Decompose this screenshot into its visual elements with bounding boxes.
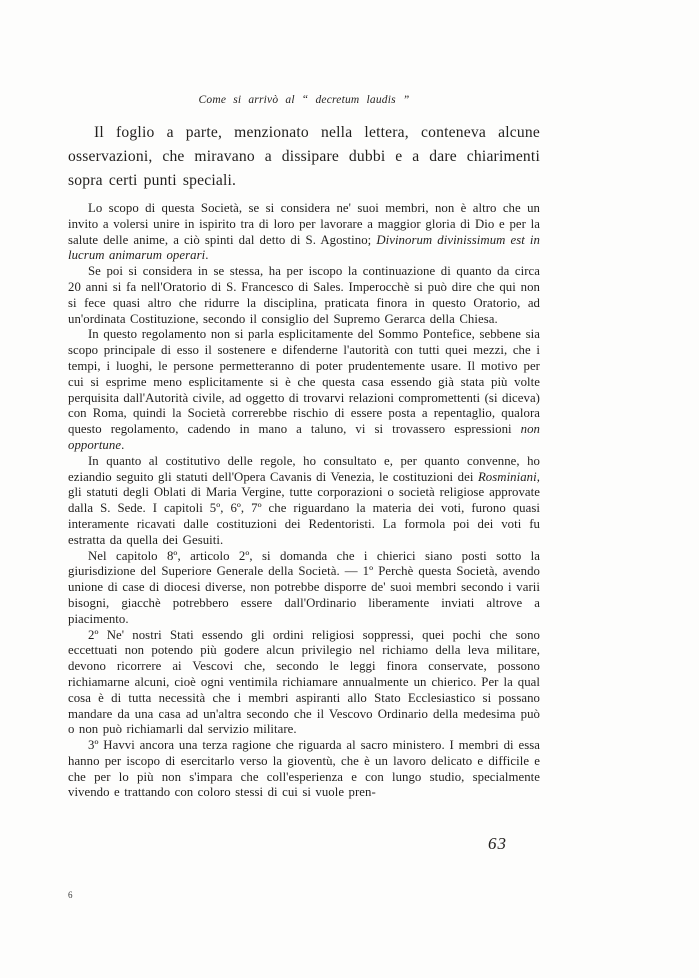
body-paragraph-regolamento <box>68 327 540 453</box>
intro-paragraph: Il foglio a parte, menzionato nella lettera, conteneva alcune osservazioni, che miravano a dissipare dubbi e a dare chiarimenti sopra certi punti speciali. <box>68 124 540 189</box>
body-paragraph-costitutivo <box>68 454 540 549</box>
text-segment: In questo regolamento non si parla esplicitamente del Sommo Pontefice, sebbene sia scopo principale di esso il sostenere e difenderne l'autorità con tutti quei mezzi, che i tempi, i luoghi, le persone permetteranno di poter prudentemente usare. Il motivo per cui si esprime meno esplicitamente si è che questa casa essendo già stata più volte perquisita dall'Autorità civile, ad oggetto di trovarvi relazioni compromettenti (si diceva) con Roma, quindi la Società correrebbe rischio di essere posta a repentaglio, qualora questo regolamento, cadendo in mano a taluno, vi si trovassero espressioni <box>68 327 540 437</box>
text-segment: In quanto al costitutivo delle regole, ho consultato e, per quanto convenne, ho eziandio seguito gli statuti dell'Opera Cavanis di Venezia, le costituzioni dei <box>68 453 540 484</box>
body-paragraph-scope <box>68 201 540 264</box>
body-paragraph-continuation <box>68 264 540 327</box>
text-segment: . <box>205 248 209 263</box>
italic-text-segment: Rosminiani <box>477 469 537 484</box>
italic-text-segment: Divinorum divinissimum est in lucrum animarum operari <box>68 232 540 263</box>
italic-text-segment: non opportune <box>68 422 540 452</box>
text-segment: 2º Ne' nostri Stati essendo gli ordini religiosi soppressi, quei pochi che sono eccettuati non potendo più godere alcun privilegio nel richiamo della leva militare, devono ricorrere ai Vescovi che, secondo le leggi finora conservate, possono richiamarne alcuni, cioè ogni ventimila richiamare annualmente un chierico. Per la qual cosa è di tutta necessità che i membri aspiranti allo Stato Ecclesiastico si possano mandare da una casa ad un'altra secondo che il Vescovo Ordinario della medesima può o non può richiamarli dal servizio militare. <box>68 627 540 737</box>
text-segment: 3º Havvi ancora una terza ragione che riguarda al sacro ministero. I membri di essa hanno per iscopo di esercitarlo verso la gioventù, che è un lavoro delicato e difficile e che per lo più non s'impara che coll'esperienza e con lungo studio, specialmente vivendo e trattando con coloro stessi di cui si vuole pren- <box>68 738 540 800</box>
page-number: 63 <box>488 834 507 853</box>
running-header: Come si arrivò al “ decretum laudis ” <box>198 94 410 106</box>
text-segment: Se poi si considera in se stessa, ha per iscopo la continuazione di quanto da circa 20 anni si fa nell'Oratorio di S. Francesco di Sales. Imperocchè si può dire che qui non si fece quasi altro che ridurre la disciplina, praticata finora in questo Oratorio, ad un'ordinata Costituzione, secondo il consiglio del Supremo Gerarca della Chiesa. <box>68 264 540 326</box>
body-paragraph-ragione-2 <box>68 628 540 739</box>
text-segment: Lo scopo di questa Società, se si considera ne' suoi membri, non è altro che un invito a volersi unire in ispirito tra di loro per lavorare a maggior gloria di Dio e per la salute delle anime, a ciò spinti dal detto di S. Agostino; <box>68 201 540 247</box>
text-segment: , gli statuti degli Oblati di Maria Vergine, tutte corporazioni o società religiose approvate dalla S. Sede. I capitoli 5º, 6º, 7º che riguardano la materia dei voti, furono quasi interamente ricavati dalle costituzioni dei Redentoristi. La formola poi dei voti fu estratta da quella dei Gesuiti. <box>68 469 540 547</box>
body-paragraph-capitolo-8 <box>68 549 540 628</box>
body-paragraph-ragione-3 <box>68 738 540 801</box>
text-segment: Nel capitolo 8º, articolo 2º, si domanda che i chierici siano posti sotto la giurisdizione del Superiore Generale della Società. — 1º Perchè questa Società, avendo unione di case di diocesi diverse, non potrebbe disporre de' suoi membri secondo i varii bisogni, giacchè potrebbero essere dall'Ordinario liberamente inviati altrove a piacimento. <box>68 548 540 626</box>
intro-section <box>68 121 540 193</box>
document-body <box>68 201 540 801</box>
text-segment: . <box>121 437 125 452</box>
print-mark: 6 <box>68 890 73 900</box>
